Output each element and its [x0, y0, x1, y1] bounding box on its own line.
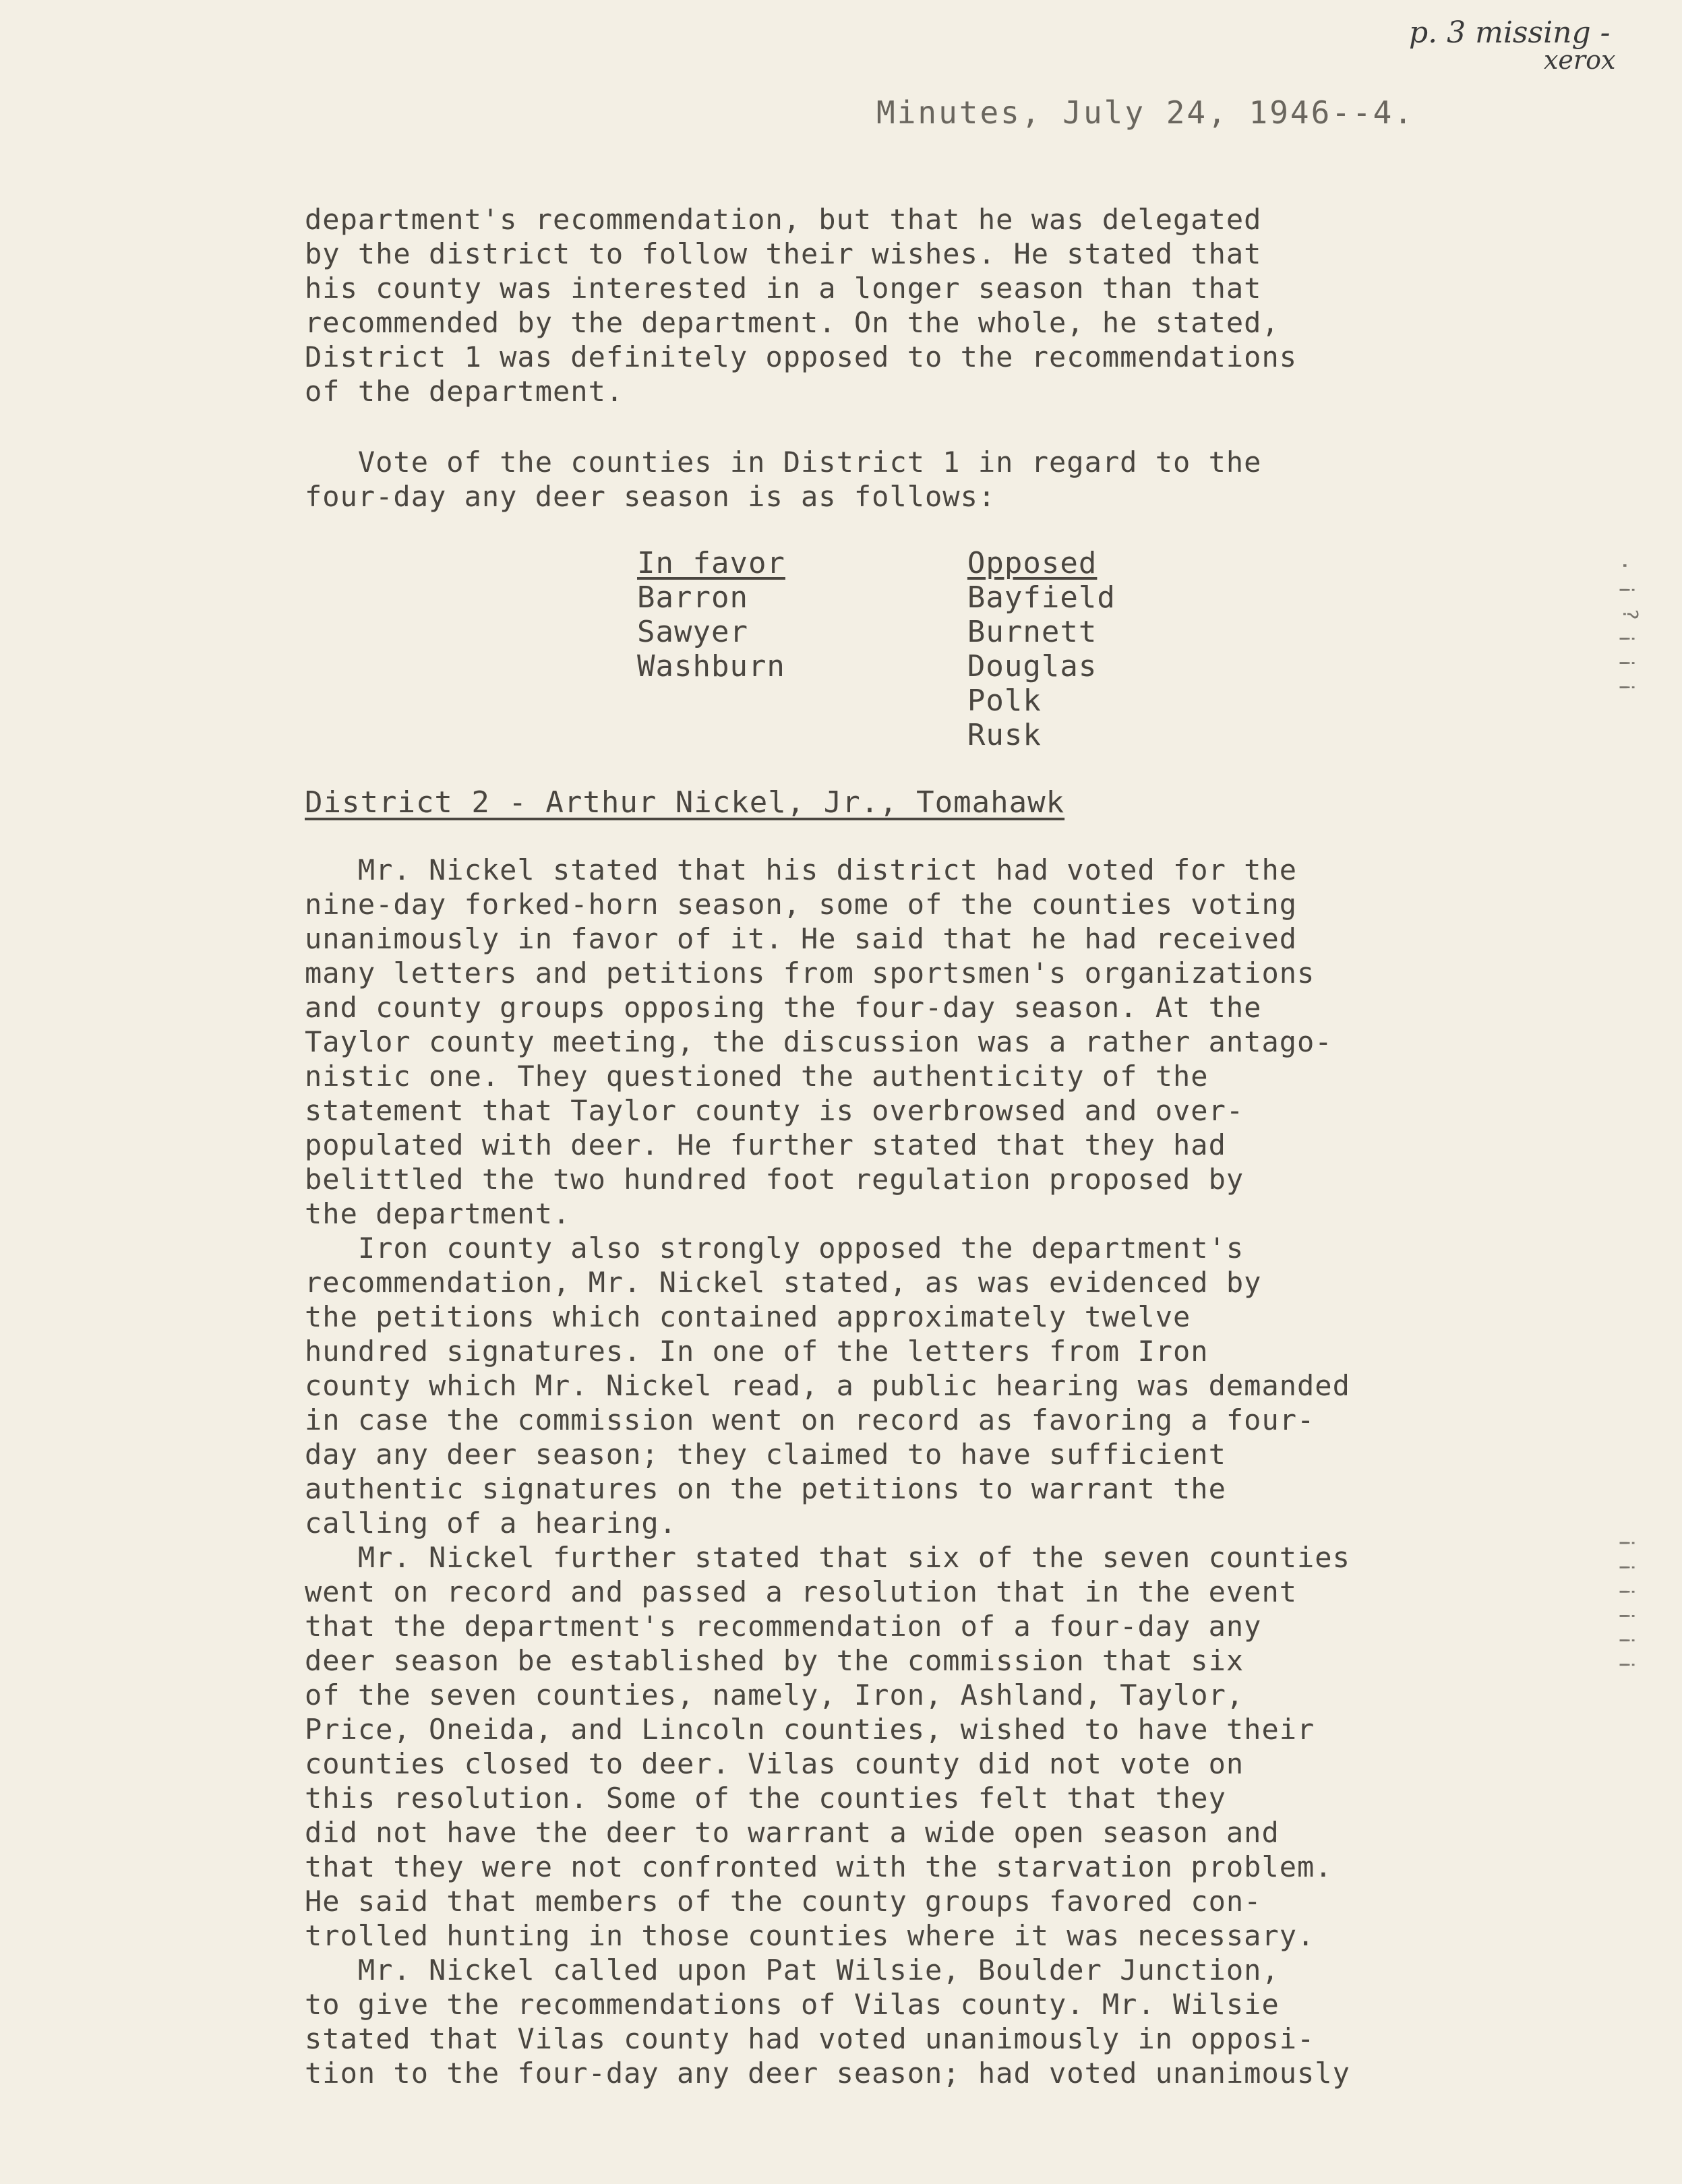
paragraph-3-line: nine-day forked-horn season, some of the counties voting [305, 888, 1298, 921]
in-favor-county: Sawyer [637, 615, 748, 649]
paragraph-3-line: Price, Oneida, and Lincoln counties, wished to have their [305, 1713, 1315, 1746]
paragraph-3-line: Mr. Nickel further stated that six of the seven counties [305, 1541, 1350, 1574]
paragraph-3-line: this resolution. Some of the counties felt that they [305, 1782, 1226, 1815]
paragraph-3-line: many letters and petitions from sportsmen's organizations [305, 957, 1315, 990]
in-favor-heading: In favor [637, 546, 785, 580]
paragraph-1-line: his county was interested in a longer season than that [305, 272, 1262, 305]
paragraph-3-line: and county groups opposing the four-day season. At the [305, 991, 1262, 1024]
paragraph-1-line: District 1 was definitely opposed to the recommendations [305, 340, 1298, 373]
opposed-county: Rusk [967, 718, 1042, 752]
opposed-county: Polk [967, 684, 1042, 718]
paragraph-2 [305, 445, 1261, 514]
paragraph-1-line: by the district to follow their wishes. He stated that [305, 237, 1262, 270]
paragraph-3-line: He said that members of the county groups favored con- [305, 1885, 1262, 1918]
paragraph-3-line: populated with deer. He further stated that they had [305, 1128, 1226, 1161]
paragraph-3-line: nistic one. They questioned the authenticity of the [305, 1060, 1209, 1093]
paragraph-1-line: department's recommendation, but that he was delegated [305, 203, 1262, 236]
paragraph-3-line: tion to the four-day any deer season; had voted unanimously [305, 2057, 1350, 2090]
paragraph-3-line: counties closed to deer. Vilas county did not vote on [305, 1747, 1244, 1780]
page-header: Minutes, July 24, 1946--4. [876, 94, 1415, 131]
handwritten-note-line-1: p. 3 missing - [1409, 16, 1611, 50]
paragraph-3 [305, 853, 1350, 2090]
paragraph-3-line: belittled the two hundred foot regulation proposed by [305, 1163, 1244, 1196]
paragraph-3-line: recommendation, Mr. Nickel stated, as was evidenced by [305, 1266, 1262, 1299]
paragraph-1 [305, 202, 1297, 408]
paragraph-2-line: Vote of the counties in District 1 in regard to the [305, 446, 1262, 479]
paragraph-3-line: that the department's recommendation of a four-day any [305, 1610, 1262, 1643]
paragraph-3-line: did not have the deer to warrant a wide open season and [305, 1816, 1280, 1849]
paragraph-1-line: recommended by the department. On the whole, he stated, [305, 306, 1280, 339]
in-favor-county: Barron [637, 580, 748, 615]
paragraph-3-line: statement that Taylor county is overbrowsed and over- [305, 1094, 1244, 1127]
paragraph-3-line: hundred signatures. In one of the letters from Iron [305, 1335, 1209, 1368]
paragraph-2-line: four-day any deer season is as follows: [305, 480, 996, 513]
paragraph-3-line: county which Mr. Nickel read, a public hearing was demanded [305, 1369, 1350, 1402]
in-favor-county: Washburn [637, 649, 785, 684]
margin-marks-upper: . ¡ ? ¡ ¡ ¡ [1618, 559, 1642, 694]
paragraph-3-line: calling of a hearing. [305, 1507, 678, 1540]
paragraph-3-line: of the seven counties, namely, Iron, Ashland, Taylor, [305, 1678, 1244, 1711]
paragraph-3-line: went on record and passed a resolution that in the event [305, 1575, 1298, 1608]
district-2-heading: District 2 - Arthur Nickel, Jr., Tomahawk [305, 785, 1065, 820]
paragraph-3-line: the department. [305, 1197, 571, 1230]
vote-opposed-column [967, 546, 1116, 752]
opposed-county: Douglas [967, 649, 1098, 684]
paragraph-3-line: Mr. Nickel stated that his district had voted for the [305, 853, 1298, 886]
paragraph-3-line: unanimously in favor of it. He said that he had received [305, 922, 1298, 955]
opposed-heading: Opposed [967, 546, 1098, 580]
paragraph-3-line: to give the recommendations of Vilas county. Mr. Wilsie [305, 1988, 1280, 2021]
paragraph-3-line: the petitions which contained approximately twelve [305, 1300, 1191, 1333]
paragraph-3-line: that they were not confronted with the starvation problem. [305, 1850, 1333, 1883]
margin-marks-lower: ¡ ¡ ¡ ¡ ¡ ¡ [1618, 1537, 1642, 1671]
paragraph-3-line: deer season be established by the commission that six [305, 1644, 1244, 1677]
paragraph-3-line: Mr. Nickel called upon Pat Wilsie, Boulder Junction, [305, 1953, 1280, 1986]
paragraph-3-line: day any deer season; they claimed to have sufficient [305, 1438, 1226, 1471]
paragraph-3-line: stated that Vilas county had voted unanimously in opposi- [305, 2022, 1315, 2055]
paragraph-3-line: authentic signatures on the petitions to warrant the [305, 1472, 1226, 1505]
vote-in-favor-column [637, 546, 785, 752]
paragraph-3-line: trolled hunting in those counties where it was necessary. [305, 1919, 1315, 1952]
opposed-county: Bayfield [967, 580, 1116, 615]
vote-table [637, 546, 1116, 752]
paragraph-1-line: of the department. [305, 375, 624, 408]
handwritten-note-line-2: xerox [1544, 45, 1616, 75]
opposed-county: Burnett [967, 615, 1098, 649]
paragraph-3-line: in case the commission went on record as favoring a four- [305, 1403, 1315, 1436]
paragraph-3-line: Iron county also strongly opposed the department's [305, 1232, 1244, 1265]
paragraph-3-line: Taylor county meeting, the discussion was a rather antago- [305, 1025, 1333, 1058]
